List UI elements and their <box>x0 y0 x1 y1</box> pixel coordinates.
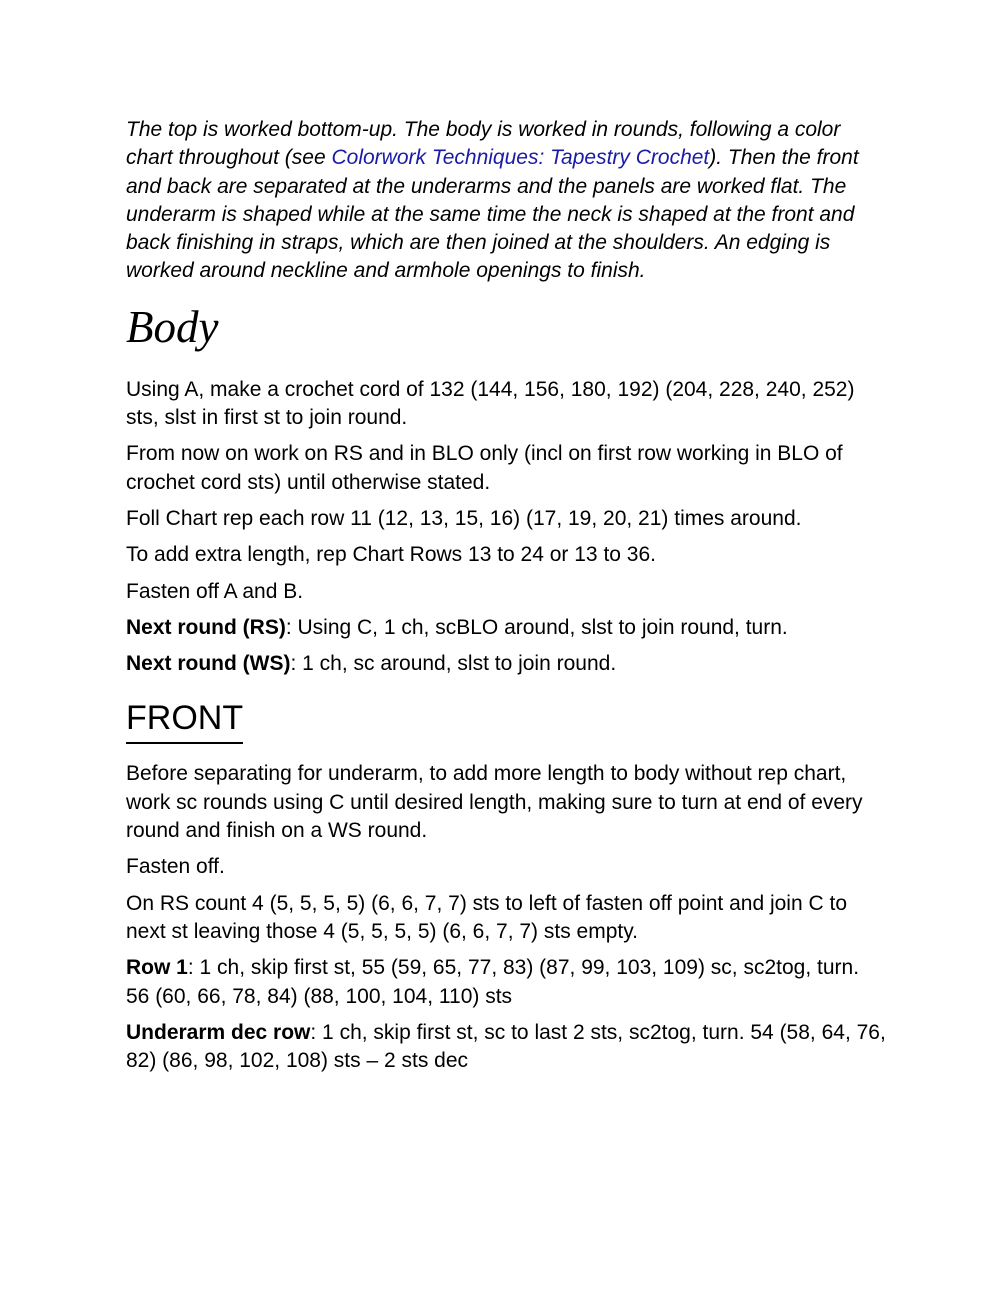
intro-paragraph <box>126 116 886 286</box>
next-round-rs-label: Next round (RS) <box>126 615 286 639</box>
body-paragraph-2: From now on work on RS and in BLO only (incl on first row working in BLO of crochet cord sts) until otherwise stated. <box>126 442 843 494</box>
intro-text-1: The top is worked bottom-up. The body is worked in rounds, following a color chart throughout (see <box>126 118 841 170</box>
next-round-ws-label: Next round (WS) <box>126 652 291 676</box>
colorwork-techniques-link[interactable]: Colorwork Techniques: Tapestry Crochet <box>331 146 710 170</box>
front-paragraph-2: Fasten off. <box>126 855 225 879</box>
intro-text-2: ). Then the front and back are separated at the underarms and the panels are worked flat. The underarm is shaped while at the same time the neck is shaped at the front and back finishing in straps, which are then joined at the shoulders. An edging is worked around neckline and armhole openings to finish. <box>126 146 859 283</box>
document-page <box>126 116 886 1075</box>
underarm-dec-text: : 1 ch, skip first st, sc to last 2 sts, sc2tog, turn. 54 (58, 64, 76, 82) (86, 98, 102, 108) sts – 2 sts dec <box>126 1020 886 1073</box>
body-paragraph-4: To add extra length, rep Chart Rows 13 to 24 or 13 to 36. <box>126 543 656 567</box>
row-1-instruction <box>126 954 886 1011</box>
next-round-ws-text: : 1 ch, sc around, slst to join round. <box>290 652 617 676</box>
body-paragraph-5: Fasten off A and B. <box>126 579 304 603</box>
front-heading: FRONT <box>126 698 243 744</box>
underarm-dec-row <box>126 1019 886 1076</box>
row-1-label: Row 1 <box>126 956 188 980</box>
body-paragraph-3: Foll Chart rep each row 11 (12, 13, 15, 16) (17, 19, 20, 21) times around. <box>126 506 802 530</box>
next-round-rs <box>126 614 886 642</box>
next-round-ws <box>126 650 886 678</box>
body-paragraph-1: Using A, make a crochet cord of 132 (144, 156, 180, 192) (204, 228, 240, 252) sts, slst in first st to join round. <box>126 377 855 430</box>
underarm-dec-label: Underarm dec row <box>126 1020 311 1044</box>
front-paragraph-1: Before separating for underarm, to add more length to body without rep chart, work sc rounds using C until desired length, making sure to turn at end of every round and finish on a WS round. <box>126 762 863 843</box>
row-1-text: : 1 ch, skip first st, 55 (59, 65, 77, 83) (87, 99, 103, 109) sc, sc2tog, turn. 56 (60, 66, 78, 84) (88, 100, 104, 110) sts <box>126 956 860 1008</box>
body-heading: Body <box>126 301 219 352</box>
next-round-rs-text: : Using C, 1 ch, scBLO around, slst to join round, turn. <box>285 615 788 639</box>
front-paragraph-3: On RS count 4 (5, 5, 5, 5) (6, 6, 7, 7) sts to left of fasten off point and join C to next st leaving those 4 (5, 5, 5, 5) (6, 6, 7, 7) sts empty. <box>126 891 848 943</box>
